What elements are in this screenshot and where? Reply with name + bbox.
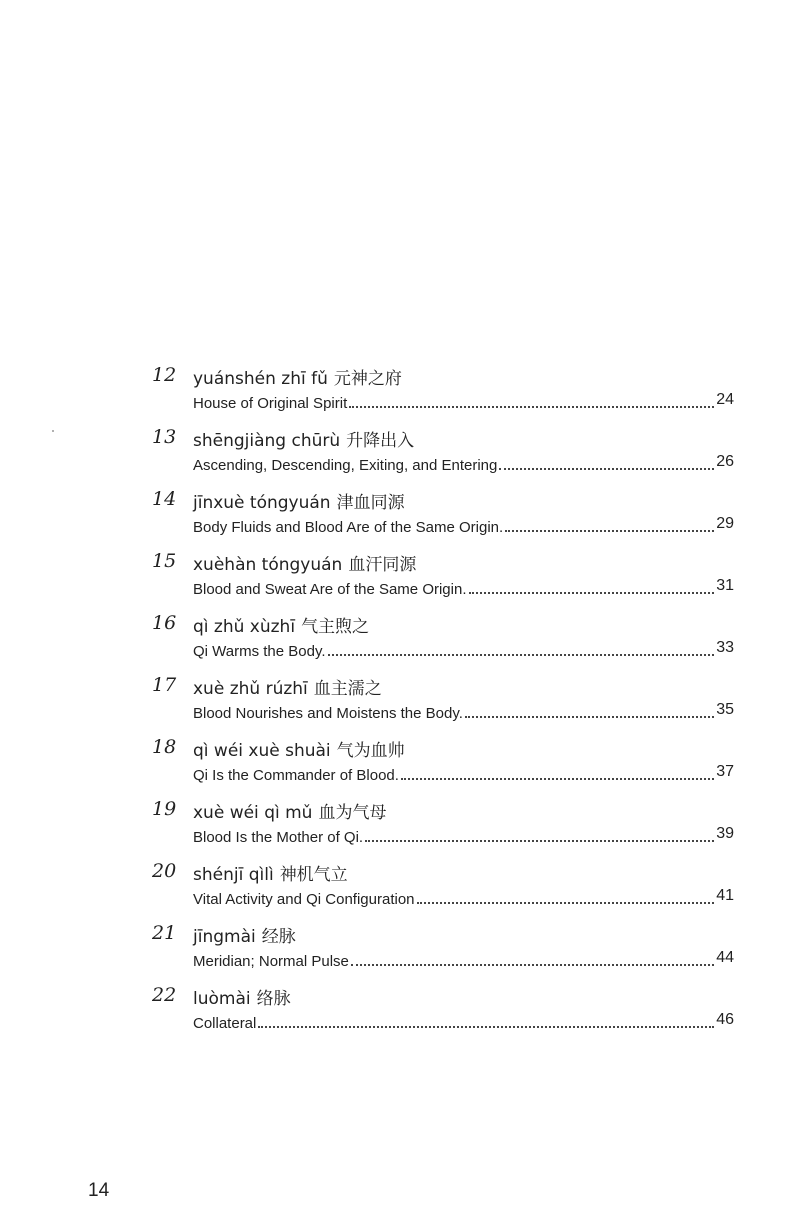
entry-number: 15 bbox=[152, 550, 177, 572]
entry-page: 44 bbox=[716, 949, 734, 966]
toc-entry bbox=[152, 610, 734, 672]
entry-pinyin: jīnxuè tóngyuán bbox=[193, 493, 331, 513]
entry-title: Meridian; Normal Pulse bbox=[193, 953, 349, 970]
margin-speck bbox=[52, 430, 54, 432]
dot-leader bbox=[365, 840, 714, 842]
entry-number: 20 bbox=[152, 860, 177, 882]
entry-chinese: 津血同源 bbox=[336, 493, 405, 513]
entry-title: Blood Is the Mother of Qi. bbox=[193, 829, 364, 846]
toc-entry bbox=[152, 672, 734, 734]
entry-line bbox=[193, 701, 734, 722]
entry-chinese: 元神之府 bbox=[333, 369, 402, 389]
dot-leader bbox=[401, 778, 714, 780]
entry-page: 33 bbox=[716, 639, 734, 656]
entry-number: 19 bbox=[152, 798, 177, 820]
entry-number: 21 bbox=[152, 922, 177, 944]
entry-line bbox=[193, 453, 734, 474]
entry-pinyin: qì wéi xuè shuài bbox=[193, 741, 331, 761]
dot-leader bbox=[417, 902, 715, 904]
dot-leader bbox=[499, 468, 714, 470]
entry-heading bbox=[193, 860, 348, 885]
entry-line bbox=[193, 391, 734, 412]
dot-leader bbox=[469, 592, 715, 594]
entry-pinyin: jīngmài bbox=[193, 927, 256, 947]
entry-heading bbox=[193, 550, 416, 575]
entry-heading bbox=[193, 488, 405, 513]
entry-number: 17 bbox=[152, 674, 177, 696]
entry-number: 16 bbox=[152, 612, 177, 634]
entry-heading bbox=[193, 922, 296, 947]
entry-heading bbox=[193, 984, 291, 1009]
entry-chinese: 气为血帅 bbox=[336, 741, 405, 761]
entry-page: 31 bbox=[716, 577, 734, 594]
toc-entry bbox=[152, 982, 734, 1044]
entry-pinyin: qì zhǔ xùzhī bbox=[193, 617, 296, 637]
entry-page: 37 bbox=[716, 763, 734, 780]
entry-page: 29 bbox=[716, 515, 734, 532]
entry-page: 46 bbox=[716, 1011, 734, 1028]
entry-chinese: 血汗同源 bbox=[348, 555, 417, 575]
entry-title: House of Original Spirit bbox=[193, 395, 348, 412]
entry-title: Collateral bbox=[193, 1015, 257, 1032]
toc-entry bbox=[152, 796, 734, 858]
entry-line bbox=[193, 763, 734, 784]
entry-heading bbox=[193, 798, 386, 823]
entry-page: 39 bbox=[716, 825, 734, 842]
entry-number: 22 bbox=[152, 984, 177, 1006]
entry-pinyin: luòmài bbox=[193, 989, 251, 1009]
entry-heading bbox=[193, 426, 414, 451]
entry-title: Qi Is the Commander of Blood. bbox=[193, 767, 399, 784]
entry-line bbox=[193, 515, 734, 536]
entry-pinyin: xuè wéi qì mǔ bbox=[193, 803, 313, 823]
entry-heading bbox=[193, 674, 382, 699]
entry-number: 18 bbox=[152, 736, 177, 758]
entry-heading bbox=[193, 364, 402, 389]
entry-chinese: 络脉 bbox=[256, 989, 291, 1009]
dot-leader bbox=[465, 716, 714, 718]
toc-entry bbox=[152, 734, 734, 796]
entry-line bbox=[193, 639, 734, 660]
entry-heading bbox=[193, 736, 405, 761]
entry-pinyin: shénjī qìlì bbox=[193, 865, 274, 885]
entry-chinese: 神机气立 bbox=[279, 865, 348, 885]
entry-line bbox=[193, 1011, 734, 1032]
table-of-contents bbox=[152, 362, 734, 1044]
entry-page: 35 bbox=[716, 701, 734, 718]
toc-entry bbox=[152, 362, 734, 424]
toc-entry bbox=[152, 548, 734, 610]
toc-entry bbox=[152, 920, 734, 982]
dot-leader bbox=[505, 530, 714, 532]
entry-pinyin: yuánshén zhī fǔ bbox=[193, 369, 328, 389]
entry-line bbox=[193, 825, 734, 846]
entry-chinese: 血主濡之 bbox=[313, 679, 382, 699]
dot-leader bbox=[328, 654, 715, 656]
entry-number: 12 bbox=[152, 364, 177, 386]
entry-chinese: 经脉 bbox=[261, 927, 296, 947]
toc-entry bbox=[152, 858, 734, 920]
entry-line bbox=[193, 949, 734, 970]
entry-line bbox=[193, 887, 734, 908]
entry-title: Blood Nourishes and Moistens the Body. bbox=[193, 705, 463, 722]
entry-title: Vital Activity and Qi Configuration bbox=[193, 891, 415, 908]
entry-title: Body Fluids and Blood Are of the Same Origin. bbox=[193, 519, 504, 536]
entry-page: 26 bbox=[716, 453, 734, 470]
entry-title: Qi Warms the Body. bbox=[193, 643, 326, 660]
entry-pinyin: xuè zhǔ rúzhī bbox=[193, 679, 308, 699]
entry-page: 41 bbox=[716, 887, 734, 904]
entry-heading bbox=[193, 612, 369, 637]
entry-title: Blood and Sweat Are of the Same Origin. bbox=[193, 581, 467, 598]
entry-page: 24 bbox=[716, 391, 734, 408]
entry-number: 14 bbox=[152, 488, 177, 510]
entry-chinese: 气主煦之 bbox=[301, 617, 370, 637]
entry-title: Ascending, Descending, Exiting, and Entering bbox=[193, 457, 498, 474]
dot-leader bbox=[349, 406, 714, 408]
toc-entry bbox=[152, 486, 734, 548]
toc-entry bbox=[152, 424, 734, 486]
page-number: 14 bbox=[88, 1180, 110, 1201]
entry-pinyin: shēngjiàng chūrù bbox=[193, 431, 341, 451]
entry-pinyin: xuèhàn tóngyuán bbox=[193, 555, 343, 575]
entry-chinese: 血为气母 bbox=[318, 803, 387, 823]
entry-chinese: 升降出入 bbox=[346, 431, 415, 451]
dot-leader bbox=[351, 964, 714, 966]
dot-leader bbox=[258, 1026, 714, 1028]
entry-number: 13 bbox=[152, 426, 177, 448]
entry-line bbox=[193, 577, 734, 598]
